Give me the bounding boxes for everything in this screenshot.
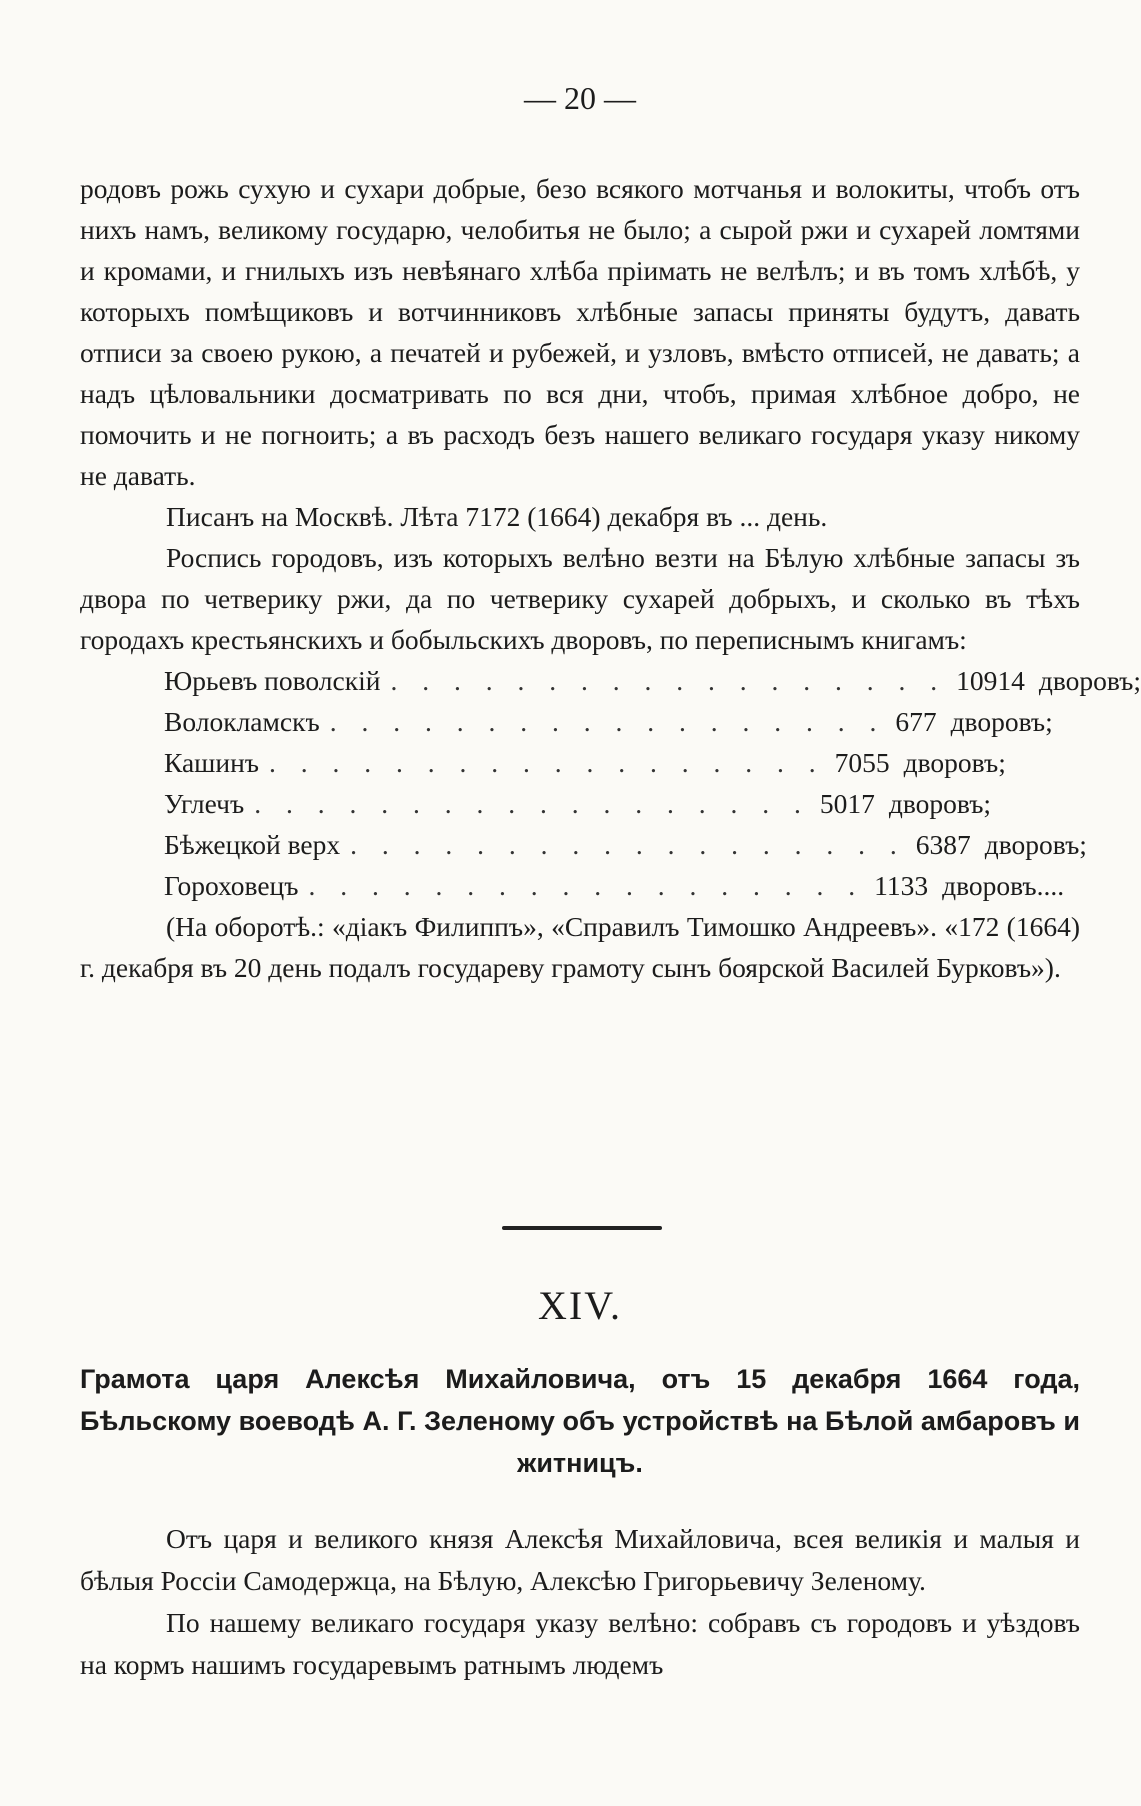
table-row bbox=[164, 865, 1065, 906]
town-name: Углечъ bbox=[164, 788, 245, 819]
household-count: 677 bbox=[895, 706, 937, 737]
household-count: 10914 bbox=[956, 665, 1025, 696]
dot-leader: . . . . . . . . . . . . . . . . . . bbox=[390, 665, 947, 696]
household-count: 5017 bbox=[819, 788, 875, 819]
section-body bbox=[80, 1518, 1080, 1686]
body-text bbox=[80, 168, 1141, 988]
section-title bbox=[80, 1358, 1080, 1484]
household-count: 1133 bbox=[874, 870, 929, 901]
dot-leader: . . . . . . . . . . . . . . . . . . bbox=[254, 788, 810, 819]
dot-leader: . . . . . . . . . . . . . . . . . . bbox=[308, 870, 865, 901]
town-households-table bbox=[164, 660, 1141, 906]
town-name: Волокламскъ bbox=[164, 706, 320, 737]
section-title-text: Грамота царя Алексѣя Михайловича, отъ 15 декабря 1664 года, Бѣльскому воеводѣ А. Г. Зеленому объ устройствѣ на Бѣлой амбаровъ и житницъ. bbox=[80, 1364, 1080, 1478]
household-unit: дворовъ; bbox=[1038, 665, 1141, 696]
paragraph-reverse-note: (На оборотѣ.: «діакъ Филиппъ», «Справилъ Тимошко Андреевъ». «172 (1664) г. декабря въ 20 день подалъ государеву грамоту сынъ боярской Василей Бурковъ»). bbox=[80, 911, 1080, 983]
household-unit: дворовъ; bbox=[950, 706, 1053, 737]
household-count: 7055 bbox=[834, 747, 890, 778]
dot-leader: . . . . . . . . . . . . . . . . . . bbox=[350, 829, 906, 860]
town-name: Гороховецъ bbox=[164, 870, 299, 901]
table-row bbox=[164, 742, 1006, 783]
table-row bbox=[164, 660, 1141, 701]
table-row bbox=[164, 824, 1087, 865]
household-unit: дворовъ; bbox=[984, 829, 1087, 860]
paragraph-town-list-intro: Роспись городовъ, изъ которыхъ велѣно везти на Бѣлую хлѣбные запасы зъ двора по четверику ржи, да по четверику сухарей добрыхъ, и сколько въ тѣхъ городахъ крестьянскихъ и бобыльскихъ дворовъ, по переписнымъ книгамъ: bbox=[80, 542, 1080, 655]
household-unit: дворовъ; bbox=[888, 788, 992, 819]
table-row bbox=[164, 783, 992, 824]
household-unit: дворовъ.... bbox=[942, 870, 1065, 901]
table-row bbox=[164, 701, 1053, 742]
paragraph-dated: Писанъ на Москвѣ. Лѣта 7172 (1664) декабря въ ... день. bbox=[166, 501, 828, 532]
dot-leader: . . . . . . . . . . . . . . . . . . bbox=[329, 706, 886, 737]
paragraph-order: По нашему великаго государя указу велѣно: собравъ съ городовъ и уѣздовъ на кормъ нашимъ государевымъ ратнымъ людемъ bbox=[80, 1607, 1080, 1680]
dot-leader: . . . . . . . . . . . . . . . . . . bbox=[269, 747, 825, 778]
household-unit: дворовъ; bbox=[903, 747, 1006, 778]
paragraph-decree-continuation: родовъ рожь сухую и сухари добрые, безо всякого мотчанья и волокиты, чтобъ отъ нихъ намъ, великому государю, челобитья не было; а сырой ржи и сухарей ломтями и кромами, и гнилыхъ изъ невѣянаго хлѣба пріимать не велѣлъ; и въ томъ хлѣбѣ, у которыхъ помѣщиковъ и вотчинниковъ хлѣбные запасы приняты будутъ, давать отписи за своею рукою, а печатей и рубежей, и узловъ, вмѣсто отписей, не давать; а надъ цѣловальники досматривать по вся дни, чтобъ, примая хлѣбное добро, не помочить и не погноить; а въ расходъ безъ нашего великаго государя указу никому не давать. bbox=[80, 173, 1080, 491]
town-name: Бѣжецкой верх bbox=[164, 829, 341, 860]
town-name: Кашинъ bbox=[164, 747, 260, 778]
town-name: Юрьевъ поволскій bbox=[164, 665, 381, 696]
section-divider bbox=[502, 1226, 662, 1230]
household-count: 6387 bbox=[915, 829, 971, 860]
page-number: — 20 — bbox=[524, 80, 636, 116]
paragraph-salutation: Отъ царя и великого князя Алексѣя Михайловича, всея великія и малыя и бѣлыя Россіи Самодержца, на Бѣлую, Алексѣю Григорьевичу Зеленому. bbox=[80, 1523, 1080, 1596]
section-number: XIV. bbox=[538, 1283, 622, 1328]
page bbox=[80, 0, 1141, 1806]
